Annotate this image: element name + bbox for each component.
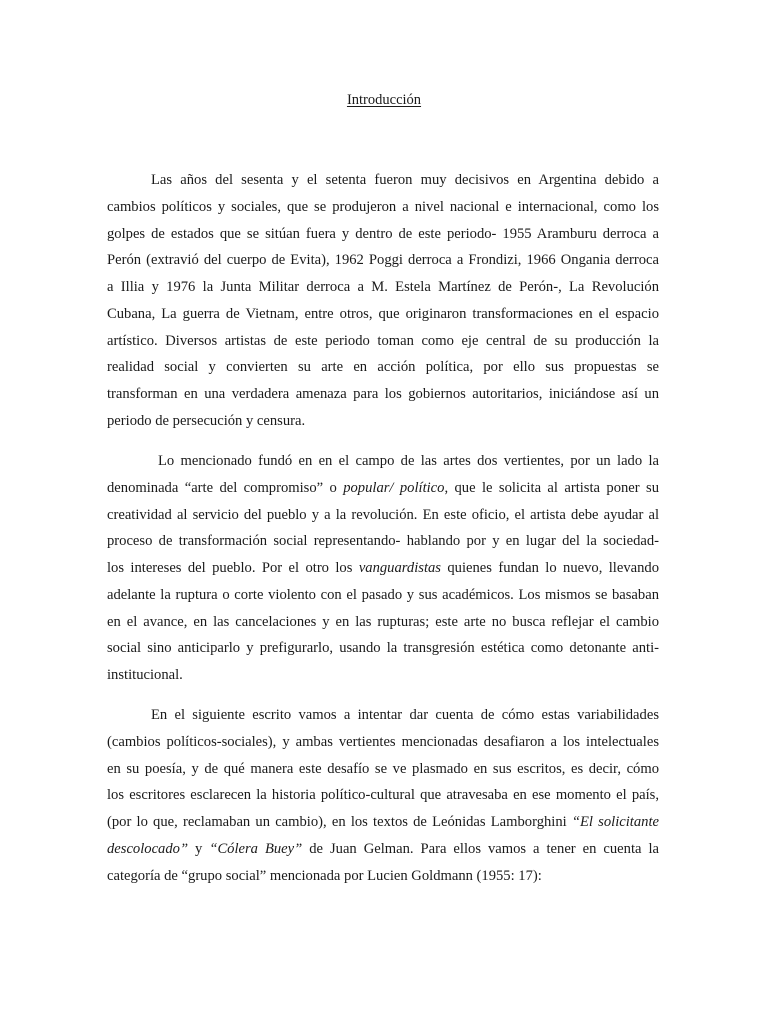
paragraph3-line: en su poesía, y de qué manera este desafío se ve plasmado en sus escritos, es decir, cómo: [107, 761, 659, 777]
paragraph3-line: [107, 812, 659, 832]
text-run: los intereses del pueblo. Por el otro los: [107, 560, 359, 576]
paragraph2-line: creatividad al servicio del pueblo y a la revolución. En este oficio, el artista debe ayudar al: [107, 507, 659, 523]
italic-term: popular/ político: [343, 480, 445, 496]
paragraph2-line: en el avance, en las cancelaciones y en las rupturas; este arte no busca reflejar el cambio: [107, 614, 659, 630]
paragraph1-line: Las años del sesenta y el setenta fueron muy decisivos en Argentina debido a: [151, 172, 659, 188]
text-run: , que le solicita al artista poner su: [444, 480, 660, 496]
paragraph1-line: cambios políticos y sociales, que se produjeron a nivel nacional e internacional, como los: [107, 199, 659, 215]
paragraph2-line: institucional.: [107, 667, 183, 683]
page-title: Introducción: [346, 92, 422, 108]
text-run: (por lo que, reclamaban un cambio), en los textos de Leónidas Lamborghini: [107, 814, 572, 830]
paragraph2-line: adelante la ruptura o corte violento con el pasado y sus académicos. Los mismos se basaban: [107, 587, 659, 603]
text-run: de Juan Gelman. Para ellos vamos a tener en cuenta la: [302, 841, 659, 857]
paragraph3-line: categoría de “grupo social” mencionada por Lucien Goldmann (1955: 17):: [107, 868, 542, 884]
text-run: denominada “arte del compromiso” o: [107, 480, 344, 496]
paragraph1-line: periodo de persecución y censura.: [107, 413, 306, 429]
paragraph3-line: En el siguiente escrito vamos a intentar dar cuenta de cómo estas variabilidades: [151, 707, 659, 723]
paragraph1-line: a Illia y 1976 la Junta Militar derroca a M. Estela Martínez de Perón-, La Revolución: [107, 279, 659, 295]
paragraph1-line: realidad social y convierten su arte en acción política, por ello sus propuestas se: [107, 359, 659, 375]
paragraph2-line: social sino anticiparlo y prefigurarlo, usando la transgresión estética como detonante anti-: [107, 640, 659, 656]
paragraph2-line: [107, 478, 659, 498]
paragraph1-line: Cubana, La guerra de Vietnam, entre otros, que originaron transformaciones en el espacio: [107, 306, 659, 322]
paragraph2-line: Lo mencionado fundó en en el campo de las artes dos vertientes, por un lado la: [158, 453, 659, 469]
paragraph3-line: los escritores esclarecen la historia político-cultural que atravesaba en ese momento el país,: [107, 787, 659, 803]
paragraph1-line: Perón (extravió del cuerpo de Evita), 1962 Poggi derroca a Frondizi, 1966 Ongania derroca: [107, 252, 659, 268]
paragraph3-line: [107, 839, 659, 859]
paragraph1-line: golpes de estados que se sitúan fuera y dentro de este periodo- 1955 Aramburu derroca a: [107, 226, 659, 242]
paragraph2-line: proceso de transformación social representando- hablando por y en lugar del la sociedad-: [107, 533, 659, 549]
italic-term: vanguardistas: [358, 560, 441, 576]
italic-title: “Cólera Buey”: [209, 841, 303, 857]
text-run: y: [188, 841, 210, 857]
italic-title: descolocado”: [107, 841, 189, 857]
paragraph3-line: (cambios políticos-sociales), y ambas vertientes mencionadas desafiaron a los intelectuales: [107, 734, 659, 750]
italic-title: “El solicitante: [571, 814, 659, 830]
paragraph1-line: artístico. Diversos artistas de este periodo toman como eje central de su producción la: [107, 333, 659, 349]
text-run: quienes fundan lo nuevo, llevando: [440, 560, 659, 576]
paragraph2-line: [107, 558, 659, 578]
paragraph1-line: transforman en una verdadera amenaza para los gobiernos autoritarios, iniciándose así un: [107, 386, 659, 402]
